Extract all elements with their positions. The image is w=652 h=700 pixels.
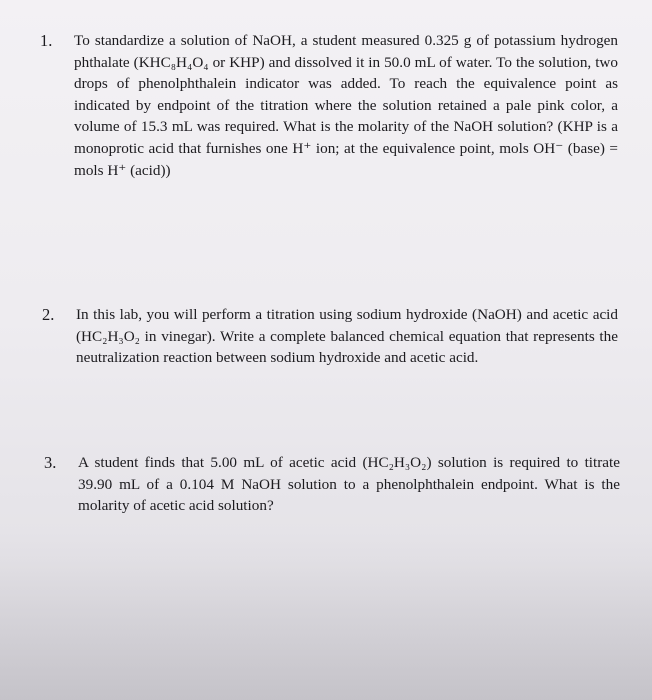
question-text: A student finds that 5.00 mL of acetic acid (HC₂H₃O₂) solution is required to titrate 39.90 mL of a 0.104 M NaOH solution to a phenolphthalein endpoint. What is the molarity of acetic acid solution? bbox=[78, 454, 620, 515]
question-2 bbox=[42, 304, 618, 369]
page-shadow bbox=[0, 530, 652, 700]
question-number: 3. bbox=[44, 453, 57, 472]
question-1 bbox=[40, 30, 618, 181]
question-3 bbox=[44, 452, 620, 517]
question-text: To standardize a solution of NaOH, a student measured 0.325 g of potassium hydrogen phthalate (KHC₈H₄O₄ or KHP) and dissolved it in 50.0 mL of water. To the solution, two drops of phenolphthalein indicator was added. To reach the equivalence point as indicated by endpoint of the titration where the solution retained a pale pink color, a volume of 15.3 mL was required. What is the molarity of the NaOH solution? (KHP is a monoprotic acid that furnishes one H⁺ ion; at the equivalence point, mols OH⁻ (base) = mols H⁺ (acid)) bbox=[74, 32, 618, 179]
question-text: In this lab, you will perform a titration using sodium hydroxide (NaOH) and acetic acid (HC₂H₃O₂ in vinegar). Write a complete balanced chemical equation that represents the neutralization reaction between sodium hydroxide and acetic acid. bbox=[76, 306, 618, 367]
question-number: 2. bbox=[42, 305, 55, 324]
question-number: 1. bbox=[40, 31, 53, 50]
